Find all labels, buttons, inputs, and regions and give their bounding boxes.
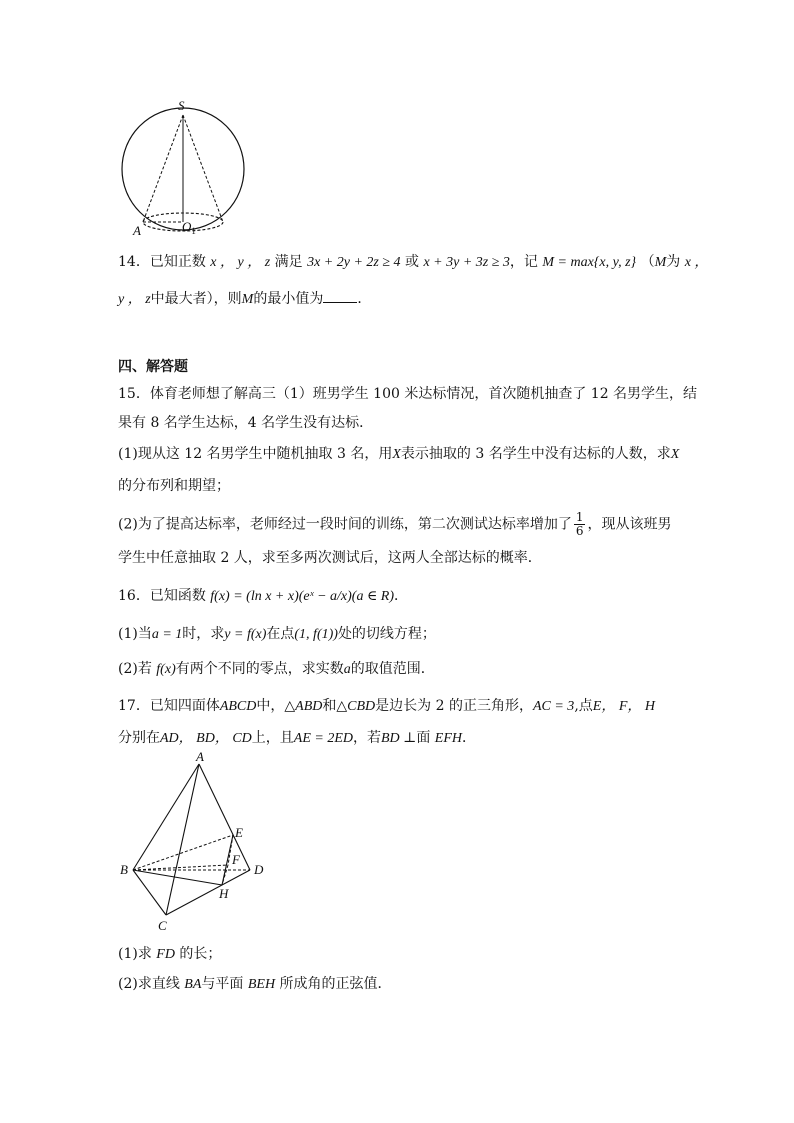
label-B: B — [120, 862, 128, 877]
q15-part2-line1: (2)为了提高达标率，老师经过一段时间的训练，第二次测试达标率增加了 $\frac{1}{6}$ ，现从该班男 — [118, 510, 672, 538]
label-C: C — [158, 918, 167, 933]
q15-part1-line2: 的分布列和期望； — [118, 478, 230, 494]
q15-line1: 15．体育老师想了解高三（1）班男学生 100 米达标情况，首次随机抽查了 12 名男学生，结 — [118, 386, 698, 402]
edge-BC — [133, 870, 166, 915]
label-H: H — [219, 886, 229, 901]
q14-line2: y ， z中最大者），则M的最小值为 ． — [118, 291, 372, 307]
fraction: $\frac{1}{6}$ — [575, 510, 584, 538]
label-O1: $O_1$ — [182, 219, 196, 236]
seg-BH — [133, 870, 222, 885]
slant-left — [143, 115, 183, 222]
q16-line1: 16．已知函数 f(x) = (ln x + x)(eˣ − a/x)(a ∈ R)． — [118, 588, 409, 604]
answer-blank — [323, 290, 357, 303]
q14-line1: 14．已知正数 x ， y ， z 满足 3x + 2y + 2z ≥ 4 或 x + 3y + 3z ≥ 3，记 M = max{x, y, z} （M为 x ， — [118, 254, 709, 270]
label-A: A — [133, 223, 141, 238]
edge-CD — [166, 870, 250, 915]
q16-part1: (1)当a = 1时，求y = f(x)在点(1, f(1))处的切线方程； — [118, 626, 436, 642]
q17-part2: (2)求直线 BA与平面 BEH 所成角的正弦值． — [118, 976, 392, 992]
label-F: F — [232, 852, 240, 867]
q17-line2: 分别在AD， BD， CD上，且AE = 2ED，若BD ⊥面 EFH． — [118, 730, 476, 746]
q17-line1: 17．已知四面体ABCD中，△ABD和△CBD是边长为 2 的正三角形，AC = 3,点E， F， H — [118, 698, 655, 714]
q15-part1-line1: (1)现从这 12 名男学生中随机抽取 3 名，用X表示抽取的 3 名学生中没有达标的人数，求X — [118, 446, 680, 462]
label-E: E — [235, 825, 243, 840]
seg-BF — [133, 865, 228, 870]
q15-part2-line2: 学生中任意抽取 2 人，求至多两次测试后，这两人全部达标的概率． — [118, 550, 542, 566]
slant-right — [183, 115, 223, 222]
q15-line2: 果有 8 名学生达标，4 名学生没有达标． — [118, 415, 374, 431]
label-D: D — [254, 862, 264, 877]
edge-AC — [166, 764, 199, 915]
seg-BE — [133, 835, 233, 870]
section-heading: 四、解答题 — [118, 359, 188, 375]
edge-AB — [133, 764, 199, 870]
tetrahedron-figure — [115, 752, 275, 937]
function-definition: f(x) = (ln x + x)(eˣ − a/x)(a ∈ R) — [210, 589, 395, 604]
cone-sphere-figure — [112, 95, 257, 245]
q17-part1: (1)求 FD 的长； — [118, 946, 222, 962]
label-S: S — [178, 98, 185, 113]
label-A: A — [196, 752, 204, 764]
edge-AD — [199, 764, 250, 870]
q16-part2: (2)若 f(x)有两个不同的零点，求实数a的取值范围． — [118, 661, 435, 677]
